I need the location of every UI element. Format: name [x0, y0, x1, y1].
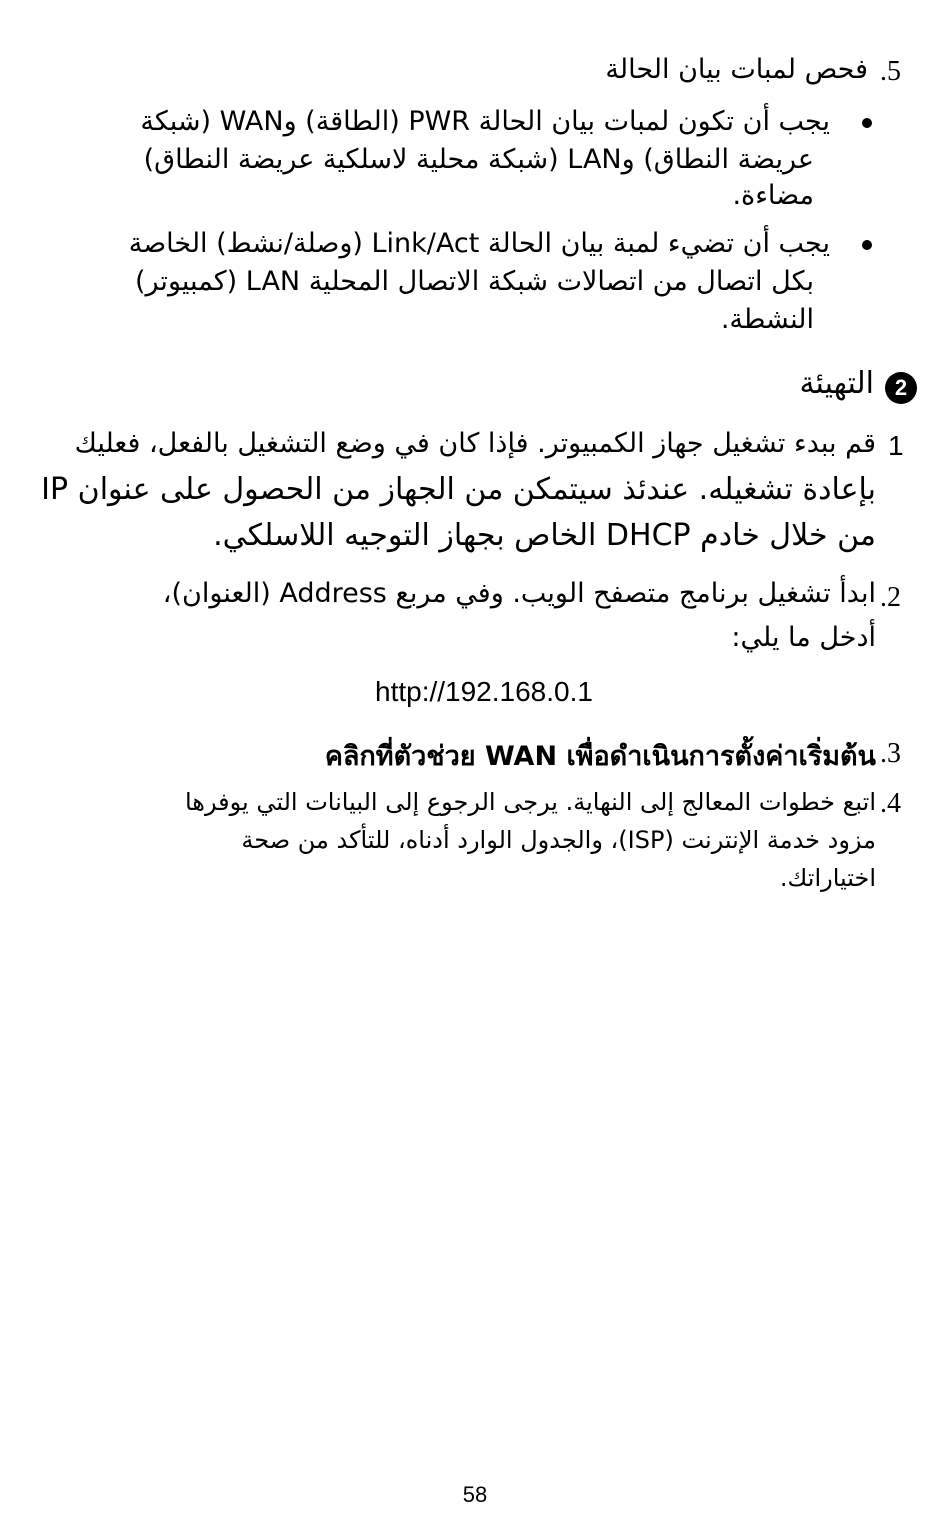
bullet-dot [862, 240, 872, 250]
item4-line1: اتبع خطوات المعالج إلى النهاية. يرجى الرجوع إلى البيانات التي يوفرها [184, 788, 876, 816]
item2-line1: ابدأ تشغيل برنامج متصفح الويب. وفي مربع Address (العنوان)، [162, 578, 876, 609]
bullet2-line1: يجب أن تضيء لمبة بيان الحالة Link/Act (وصلة/نشط) الخاصة [128, 228, 830, 259]
page-number: 58 [462, 1482, 488, 1507]
item3-text: คลิกที่ตัวช่วย WAN เพื่อดำเนินการตั้งค่าเริ่มต้น [324, 741, 876, 772]
item4-line3: اختياراتك. [779, 864, 876, 892]
item5-title: فحص لمبات بيان الحالة [605, 54, 868, 85]
item5-number: .5 [880, 56, 901, 87]
item1-line1: قم ببدء تشغيل جهاز الكمبيوتر. فإذا كان في وضع التشغيل بالفعل، فعليك [74, 428, 876, 459]
item4-number: .4 [880, 788, 901, 819]
router-url: http://192.168.0.1 [375, 676, 593, 707]
bullet1-line3: مضاءة. [732, 180, 814, 211]
item1-line2: بإعادة تشغيله. عندئذ سيتمكن من الجهاز من الحصول على عنوان IP [41, 472, 876, 507]
bullet1-line1: يجب أن تكون لمبات بيان الحالة PWR (الطاقة) وWAN (شبكة [140, 106, 830, 137]
section-number-badge: 2 [885, 372, 917, 404]
item3-number: .3 [880, 738, 901, 769]
item2-number: .2 [880, 582, 901, 613]
bullet2-line3: النشطة. [720, 304, 814, 335]
section-heading: التهيئة [799, 366, 874, 401]
bullet2-line2: بكل اتصال من اتصالات شبكة الاتصال المحلية LAN (كمبيوتر) [135, 266, 814, 297]
bullet-dot [862, 118, 872, 128]
item1-number: 1 [888, 430, 904, 461]
bullet1-line2: عريضة النطاق) وLAN (شبكة محلية لاسلكية عريضة النطاق) [143, 144, 814, 175]
item1-line3: من خلال خادم DHCP الخاص بجهاز التوجيه اللاسلكي. [213, 518, 876, 553]
item2-line2: أدخل ما يلي: [731, 622, 876, 653]
item4-line2: مزود خدمة الإنترنت (ISP)، والجدول الوارد أدناه، للتأكد من صحة [241, 826, 876, 854]
